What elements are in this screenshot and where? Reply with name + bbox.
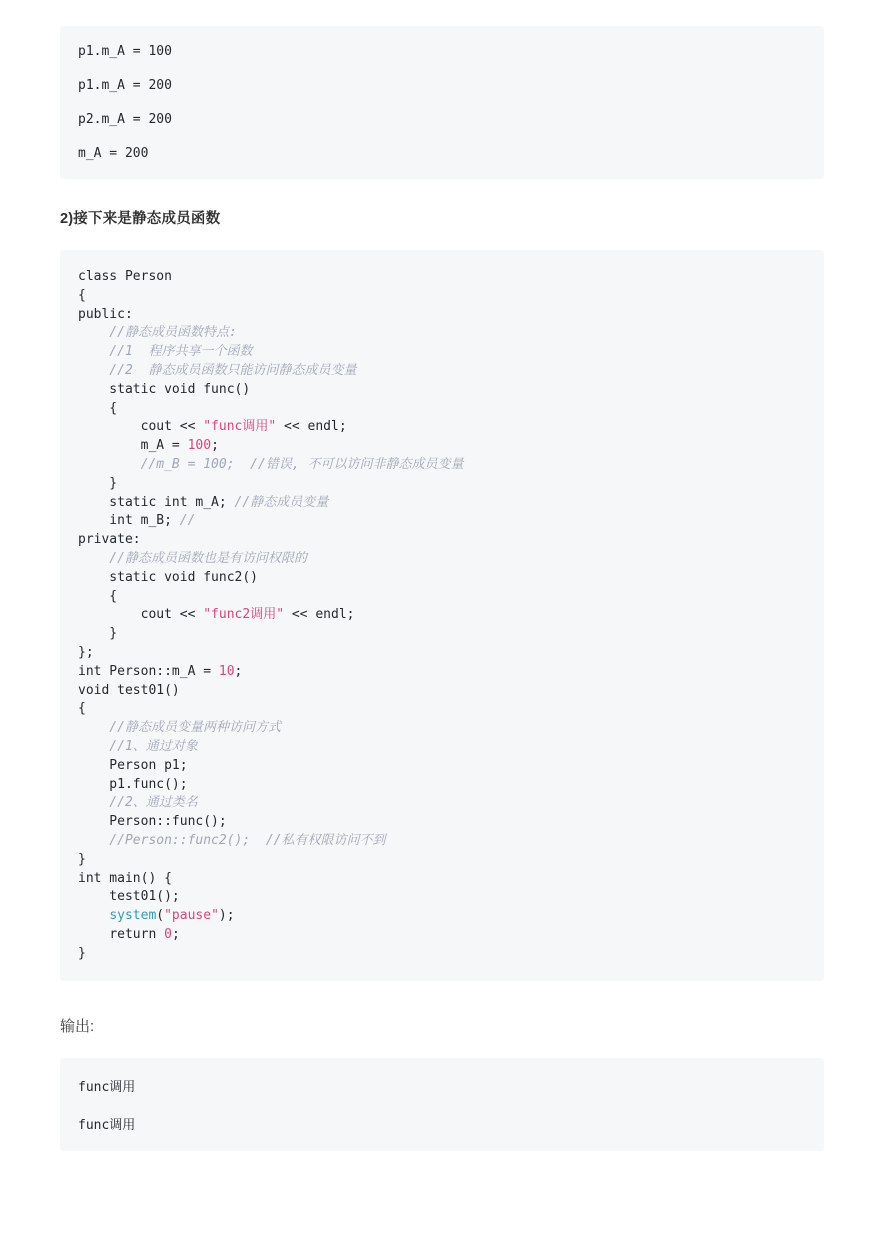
code-token: //m_B = 100; //错误, 不可以访问非静态成员变量 [78,456,464,472]
code-line [78,682,806,701]
code-token: ; [211,438,219,454]
code-line [78,625,806,644]
code-line [78,456,806,475]
code-token [78,927,109,942]
code-token: //2、通过类名 [78,795,198,811]
code-token: Person::func(); [78,814,227,830]
code-token: Person p1; [78,757,188,773]
output-line: p1.m_A = 200 [78,78,172,93]
code-token: cout << [78,419,204,435]
code-token: "func调用" [203,419,277,435]
code-token: { [78,588,118,604]
code-token: test01(); [78,889,180,905]
code-token [156,927,164,942]
code-token: 10 [218,663,235,679]
output-line: func调用 [78,1118,136,1134]
code-token: } [78,945,86,961]
code-token: { [78,400,118,416]
previous-output-block [60,26,824,179]
code-token: << endl; [284,607,355,623]
code-line [78,400,806,419]
code-line [78,381,806,400]
output-line: m_A = 200 [78,146,149,161]
code-token: p1.func(); [78,776,188,792]
code-token: }; [78,644,94,660]
code-line [78,362,806,381]
code-token: "pause" [164,908,219,924]
code-token: static int m_A; [78,494,235,510]
code-line [78,794,806,813]
output-heading: 输出: [60,1018,95,1036]
code-token: //静态成员变量 [234,494,329,510]
output-line: p1.m_A = 100 [78,44,172,59]
code-line [78,907,806,926]
code-token: ; [234,663,243,679]
code-line [78,888,806,907]
code-line [78,475,806,494]
code-line [78,588,806,607]
code-token: system [109,908,157,924]
code-token: public: [78,306,133,322]
code-line [78,870,806,889]
code-line [78,719,806,738]
code-line [78,418,806,437]
code-line [78,832,806,851]
code-line [78,306,806,325]
code-line [78,926,806,945]
code-token: 0 [164,926,172,942]
program-output-block [60,1058,824,1151]
code-token: //1 程序共享一个函数 [78,344,253,360]
code-line [78,606,806,625]
code-line [78,757,806,776]
code-token: ( [156,908,165,924]
code-line [78,776,806,795]
code-block-static-member-function [60,250,824,981]
code-token: int main() { [78,870,172,886]
code-token: 100 [187,438,212,454]
code-token: { [78,701,86,717]
code-token: //静态成员函数也是有访问权限的 [78,550,307,566]
code-token: //Person::func2(); //私有权限访问不到 [78,832,386,848]
code-token: //静态成员函数特点: [78,325,237,341]
code-token: int m_B; [78,513,180,529]
output-line: func调用 [78,1080,136,1096]
code-token: //静态成员变量两种访问方式 [78,720,281,736]
code-line [78,550,806,569]
code-line [78,287,806,306]
code-token: static void func2() [78,569,259,585]
code-line [78,268,806,287]
section-heading: 2)接下来是静态成员函数 [60,211,221,227]
code-token: m_A = [78,438,188,454]
code-token: //2 静态成员函数只能访问静态成员变量 [78,362,357,378]
code-token: ); [218,908,235,924]
code-token: // [179,513,196,529]
code-line [78,531,806,550]
code-token: << endl; [276,419,347,435]
code-token: { [78,287,86,303]
code-token: class Person [78,269,172,284]
code-line [78,569,806,588]
code-line [78,644,806,663]
code-token: return [109,926,157,942]
output-line: p2.m_A = 200 [78,112,172,127]
code-token: } [78,626,118,642]
code-token: //1、通过对象 [78,738,198,754]
code-token [78,908,109,923]
code-content [78,268,806,963]
code-line [78,813,806,832]
code-line [78,945,806,964]
code-token: int Person::m_A = [78,663,219,679]
code-line [78,437,806,456]
code-line [78,663,806,682]
code-line [78,324,806,343]
code-line [78,738,806,757]
code-token: private: [78,532,141,548]
code-line [78,494,806,513]
code-token: void test01() [78,682,180,698]
code-token: "func2调用" [203,607,285,623]
code-token: static void func() [78,381,251,397]
code-token: ; [171,926,180,942]
code-line [78,512,806,531]
code-line [78,851,806,870]
code-line [78,700,806,719]
code-token: } [78,851,86,867]
code-line [78,343,806,362]
code-token: cout << [78,607,204,623]
code-token: } [78,475,118,491]
